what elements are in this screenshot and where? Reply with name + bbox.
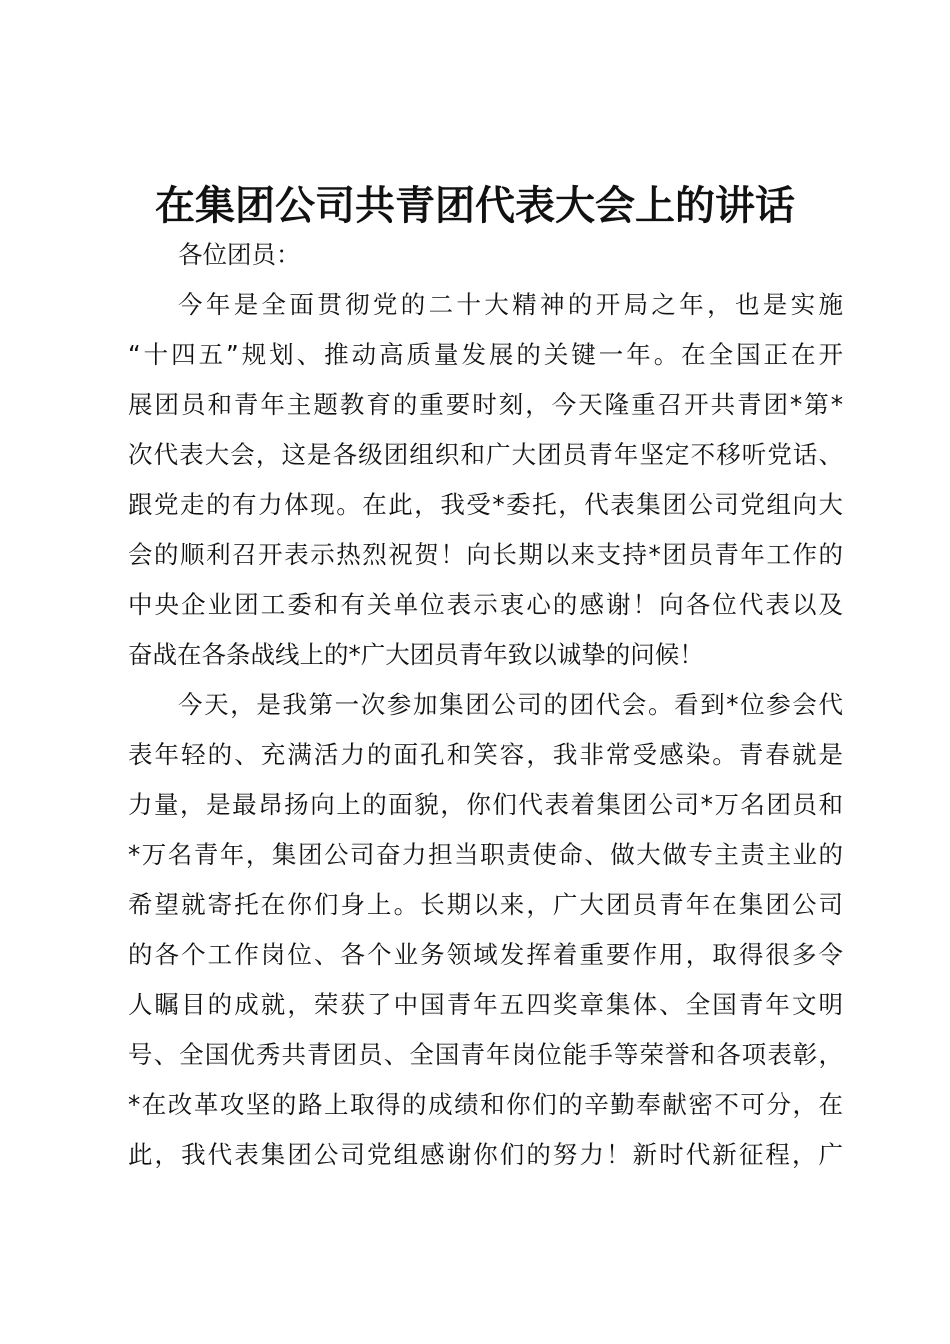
paragraph-line: 次代表大会，这是各级团组织和广大团员青年坚定不移听党话、 <box>128 440 843 469</box>
paragraph-line: 奋战在各条战线上的*广大团员青年致以诚挚的问候！ <box>128 640 704 669</box>
paragraph-line: 跟党走的有力体现。在此，我受*委托，代表集团公司党组向大 <box>128 490 843 519</box>
paragraph-line: 今天，是我第一次参加集团公司的团代会。看到*位参会代 <box>178 690 843 719</box>
paragraph-line: *万名青年，集团公司奋力担当职责使命、做大做专主责主业的 <box>128 840 843 869</box>
paragraph-line: *在改革攻坚的路上取得的成绩和你们的辛勤奉献密不可分，在 <box>128 1090 843 1119</box>
paragraph-line: 希望就寄托在你们身上。长期以来，广大团员青年在集团公司 <box>128 890 843 919</box>
paragraph-line: 人瞩目的成就，荣获了中国青年五四奖章集体、全国青年文明 <box>128 990 843 1019</box>
salutation-line: 各位团员： <box>178 240 301 269</box>
paragraph-line: 力量，是最昂扬向上的面貌，你们代表着集团公司*万名团员和 <box>128 790 843 819</box>
paragraph-line: 今年是全面贯彻党的二十大精神的开局之年，也是实施 <box>178 290 843 319</box>
paragraph-line: “十四五”规划、推动高质量发展的关键一年。在全国正在开 <box>128 340 843 369</box>
paragraph-line: 会的顺利召开表示热烈祝贺！向长期以来支持*团员青年工作的 <box>128 540 843 569</box>
paragraph-line: 中央企业团工委和有关单位表示衷心的感谢！向各位代表以及 <box>128 590 843 619</box>
speech-body <box>128 230 843 1180</box>
paragraph-line: 展团员和青年主题教育的重要时刻，今天隆重召开共青团*第* <box>128 390 843 419</box>
paragraph-line: 号、全国优秀共青团员、全国青年岗位能手等荣誉和各项表彰， <box>128 1040 843 1069</box>
paragraph-line: 表年轻的、充满活力的面孔和笑容，我非常受感染。青春就是 <box>128 740 843 769</box>
paragraph-line: 此，我代表集团公司党组感谢你们的努力！新时代新征程，广 <box>128 1140 843 1169</box>
page-title: 在集团公司共青团代表大会上的讲话 <box>155 183 795 229</box>
paragraph-line: 的各个工作岗位、各个业务领域发挥着重要作用，取得很多令 <box>128 940 843 969</box>
